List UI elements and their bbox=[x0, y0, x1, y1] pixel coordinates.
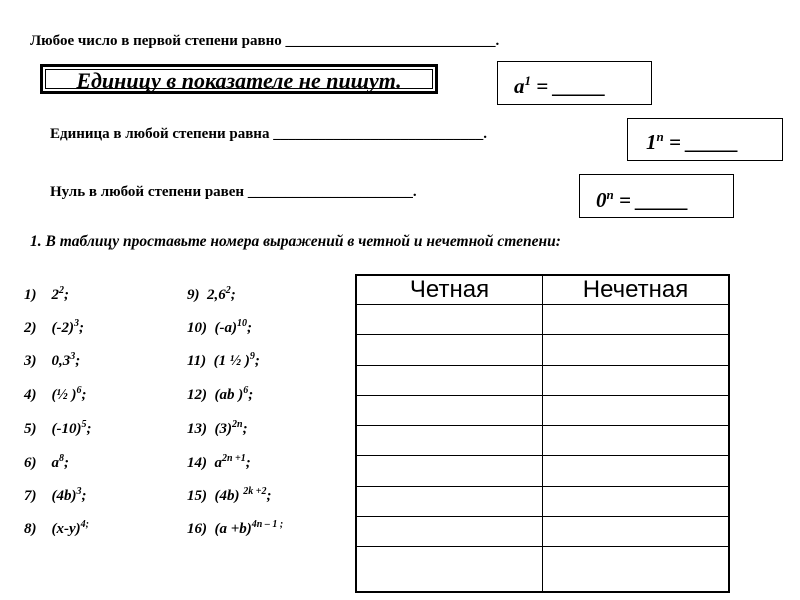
even-answer-cell[interactable] bbox=[356, 426, 543, 456]
even-answer-cell[interactable] bbox=[356, 486, 543, 516]
odd-answer-cell[interactable] bbox=[543, 365, 730, 395]
answer-table bbox=[355, 274, 730, 593]
even-answer-cell[interactable] bbox=[356, 516, 543, 546]
list-item: 2) $(-2)^3$; bbox=[24, 318, 84, 336]
formula-box-1n bbox=[627, 118, 783, 161]
rule-zero-any-power: Нуль в любой степени равен ______________________. bbox=[50, 184, 417, 200]
even-answer-cell[interactable] bbox=[356, 547, 543, 593]
header-even: Четная bbox=[356, 275, 543, 305]
list-item: 13) $(3)^{2n}$; bbox=[187, 419, 248, 437]
rule-any-number-first-power: Любое число в первой степени равно ____________________________. bbox=[30, 33, 500, 49]
odd-answer-cell[interactable] bbox=[543, 486, 730, 516]
even-answer-cell[interactable] bbox=[356, 365, 543, 395]
list-item: 15) (4b) $^{2k +2}$; bbox=[187, 486, 272, 504]
table-row bbox=[356, 426, 729, 456]
even-answer-cell[interactable] bbox=[356, 305, 543, 335]
table-header-row bbox=[356, 275, 729, 305]
task-heading: 1. В таблицу проставьте номера выражений в четной и нечетной степени: bbox=[30, 233, 561, 250]
list-item: 14) $a^{2n +1}$; bbox=[187, 453, 251, 471]
formula-0n: $0^n$ = _____ bbox=[596, 187, 689, 212]
list-item: 9) $2,6^2$; bbox=[187, 285, 236, 303]
table-row bbox=[356, 516, 729, 546]
formula-box-0n bbox=[579, 174, 734, 218]
table-row bbox=[356, 395, 729, 425]
odd-answer-cell[interactable] bbox=[543, 395, 730, 425]
table-row bbox=[356, 486, 729, 516]
list-item: 6) $a^8$; bbox=[24, 453, 69, 471]
even-answer-cell[interactable] bbox=[356, 395, 543, 425]
table-row bbox=[356, 456, 729, 486]
list-item: 3) $0,3^3$; bbox=[24, 351, 81, 369]
odd-answer-cell[interactable] bbox=[543, 547, 730, 593]
odd-answer-cell[interactable] bbox=[543, 426, 730, 456]
formula-a1: $a^1$ = _____ bbox=[514, 73, 606, 98]
odd-answer-cell[interactable] bbox=[543, 335, 730, 365]
list-item: 8) $(x-y)^{4;}$ bbox=[24, 519, 89, 537]
odd-answer-cell[interactable] bbox=[543, 305, 730, 335]
list-item: 1) $2^2$; bbox=[24, 285, 69, 303]
formula-box-a1 bbox=[497, 61, 652, 105]
table-row bbox=[356, 335, 729, 365]
table-row bbox=[356, 365, 729, 395]
list-item: 7) $(4b)^3$; bbox=[24, 486, 87, 504]
header-odd: Нечетная bbox=[543, 275, 730, 305]
note-box bbox=[40, 64, 438, 94]
list-item: 11) (1 ½ )$^9$; bbox=[187, 351, 260, 369]
list-item: 16) $(a +b)^{4n - 1 ;}$ bbox=[187, 519, 284, 537]
odd-answer-cell[interactable] bbox=[543, 456, 730, 486]
list-item: 10) $(-a)^{10}$; bbox=[187, 318, 252, 336]
even-answer-cell[interactable] bbox=[356, 335, 543, 365]
rule-one-any-power: Единица в любой степени равна ____________________________. bbox=[50, 126, 487, 142]
list-item: 4) (½ )$^6$; bbox=[24, 385, 87, 403]
odd-answer-cell[interactable] bbox=[543, 516, 730, 546]
formula-1n: $1^n$ = _____ bbox=[646, 129, 739, 154]
table-row bbox=[356, 547, 729, 593]
note-text: Единицу в показателе не пишут. bbox=[76, 68, 402, 93]
list-item: 5) $(-10)^5$; bbox=[24, 419, 92, 437]
even-answer-cell[interactable] bbox=[356, 456, 543, 486]
table-body bbox=[356, 305, 729, 593]
table-row bbox=[356, 305, 729, 335]
list-item: 12) (ab )$^6$; bbox=[187, 385, 254, 403]
